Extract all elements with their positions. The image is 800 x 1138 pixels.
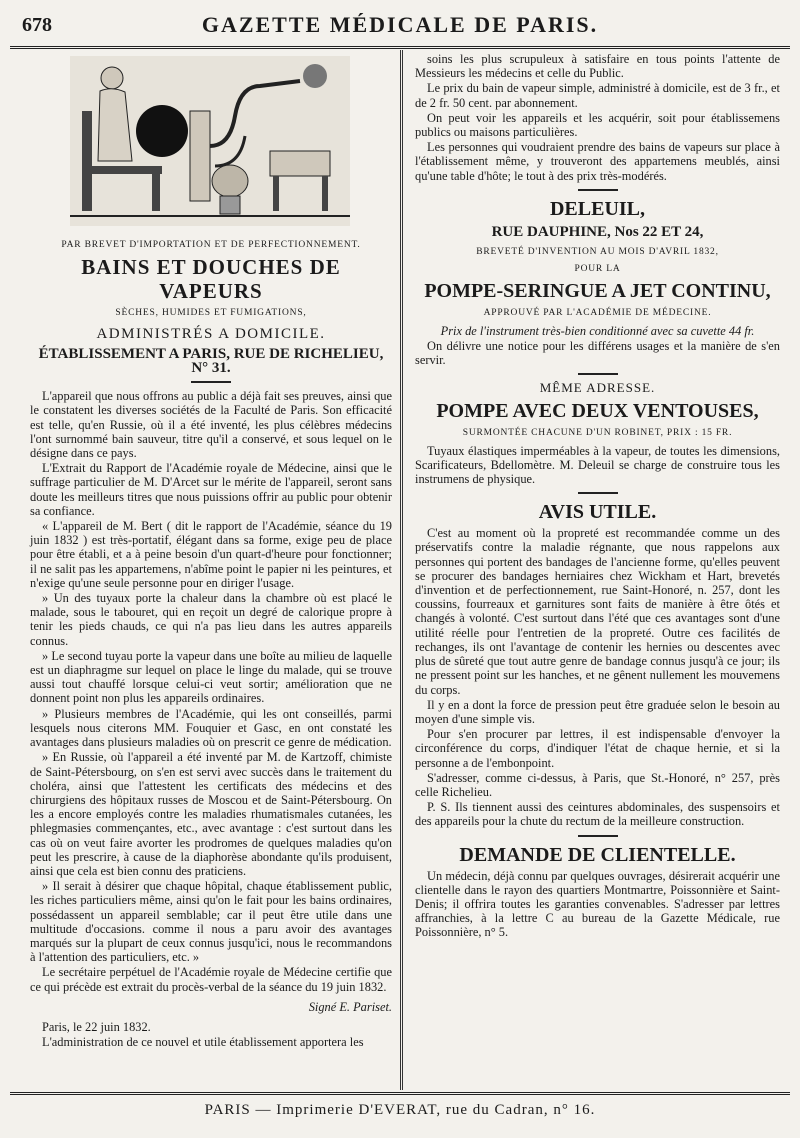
avis-utile-title: AVIS UTILE.: [538, 501, 657, 524]
header-rule: [10, 46, 790, 49]
notice-paragraph: On délivre une notice pour les différens usages et la manière de s'en servir.: [415, 338, 780, 368]
paragraph: Pour s'en procurer par lettres, il est indispensable d'envoyer la circonférence du corps, d'indiquer l'état de chaque hernie, et si la personne a de l'embonpoint.: [415, 727, 780, 770]
printer-footer: PARIS — Imprimerie D'EVERAT, rue du Cadran, n° 16.: [204, 1102, 596, 1118]
paragraph: L'appareil que nous offrons au public a déjà fait ses preuves, ainsi que le constatent les diverses sociétés de la Faculté de Paris. Son efficacité est telle, qu'en Russie, où il a été inventé, les plus célèbres médecins l'ont surnommé bain sauveur, titre qu'il a conservé, et sous lequel on le désigne dans ce pays.: [30, 389, 392, 461]
paragraph: P. S. Ils tiennent aussi des ceintures abdominales, des suspensoirs et des appareils pour la chute du rectum de la meilleure construction.: [415, 800, 780, 829]
paragraph: » Il serait à désirer que chaque hôpital, chaque établissement public, les riches particuliers même, ainsi qu'on le fait pour les bains ordinaires, possédassent un appareil semblable; car il peut être utile dans une multitude d'occasions. comme il nous a paru avoir des avantages marqués sur la plupart de ceux connus jusqu'ici, nous le recommandons à l'attention des particuliers, etc. »: [30, 879, 392, 965]
right-column: [415, 52, 780, 941]
bains-subtitle: SÈCHES, HUMIDES ET FUMIGATIONS,: [115, 308, 307, 319]
section-rule: [578, 189, 618, 191]
administres-heading: ADMINISTRÉS A DOMICILE.: [96, 325, 326, 342]
approuve-line: APPROUVÉ PAR L'ACADÉMIE DE MÉDECINE.: [483, 308, 712, 319]
page-number: 678: [22, 14, 52, 36]
paragraph: On peut voir les appareils et les acquérir, soit pour établissemens publics ou maisons particulières.: [415, 110, 780, 140]
section-rule: [191, 381, 231, 383]
paragraph: soins les plus scrupuleux à satisfaire en tous points l'attente de Messieurs les médecins et celle du Public.: [415, 52, 780, 81]
pour-la-line: POUR LA: [574, 264, 621, 275]
newspaper-title: GAZETTE MÉDICALE DE PARIS.: [201, 12, 599, 37]
meme-adresse: MÊME ADRESSE.: [539, 380, 656, 396]
paragraph: » En Russie, où l'appareil a été inventé par M. de Kartzoff, chimiste de Saint-Pétersbourg, on s'en est servi avec succès dans le traitement du choléra, ainsi que l'attestent les certificats des médecins et des chirurgiens des hôpitaux russes de Moscou et de Saint-Pétersbourg. On les a encore employés contre les maladies rhumatismales cutanées, les phlegmasies commençantes, etc., avec avantage : c'est surtout dans les cas où on veut faire avorter les prodromes de quelques maladies qu'on peut les prescrire, à cause de la diaphorèse abondante qu'ils produisent, ainsi que cela est bien connu des praticiens.: [30, 750, 392, 878]
paragraph: Le secrétaire perpétuel de l'Académie royale de Médecine certifie que ce qui précède est extrait du procès-verbal de la séance du 19 juin 1832.: [30, 965, 392, 994]
paragraph: C'est au moment où la propreté est recommandée comme un des préservatifs contre la maladie régnante, que nous rappelons aux personnes qui portent des bandages de l'ancienne forme, qu'elles peuvent se procurer des bandages herniaires chez Wickham et Hart, brevetés d'invention et de perfectionnement, rue Saint-Honoré, n. 257, dont les coussins, fourreaux et garnitures sont faits de manière à être ôtés et changés à volonté. C'est surtout dans l'été que ces avantages sont d'une utilité réelle pour l'entretien de la propreté. Outre ces facilités de rechanges, ils ont l'avantage de contenir les hernies ou descentes avec plus de sûreté que tout autre genre de bandage connus jusqu'à ce jour; ils ne pressent point sur les hanches, et ne gênent nullement les mouvemens du corps.: [415, 526, 780, 697]
demande-title: DEMANDE DE CLIENTELLE.: [459, 843, 736, 866]
closing-line: L'administration de ce nouvel et utile établissement apportera les: [42, 1035, 364, 1050]
bains-headline: BAINS ET DOUCHES DE VAPEURS: [81, 255, 341, 304]
deleuil-address: RUE DAUPHINE, Nos 22 ET 24,: [491, 223, 704, 240]
patent-caption: PAR BREVET D'IMPORTATION ET DE PERFECTIONNEMENT.: [61, 240, 361, 251]
paragraph: » Le second tuyau porte la vapeur dans une boîte au milieu de laquelle est un diaphragme sur lequel on place le linge du malade, qui se trouve aussi tout chauffé lorsque celui-ci veut sortir; amélioration que ne donnent point non plus les appareils ordinaires.: [30, 648, 392, 706]
price-line: Prix de l'instrument très-bien conditionné avec sa cuvette 44 fr.: [440, 323, 755, 338]
paragraph: L'Extrait du Rapport de l'Académie royale de Médecine, ainsi que le suffrage particulier de M. D'Arcet sur le mérite de l'appareil, seront sans doute les meilleurs titres que nous puissions offrir au public pour obtenir sa confiance.: [30, 461, 392, 518]
section-rule: [578, 492, 618, 494]
section-rule: [578, 835, 618, 837]
column-separator: [400, 50, 403, 1090]
pompe-ventouses-subtitle: SURMONTÉE CHACUNE D'UN ROBINET, PRIX : 15 FR.: [462, 428, 733, 439]
paragraph: Le prix du bain de vapeur simple, administré à domicile, est de 3 fr., et de 2 fr. 50 cent. par abonnement.: [415, 81, 780, 110]
pompe-seringue-title: POMPE-SERINGUE A JET CONTINU,: [424, 280, 771, 303]
section-rule: [578, 373, 618, 375]
page-header: [0, 0, 800, 46]
etablissement-heading: ÉTABLISSEMENT A PARIS, RUE DE RICHELIEU, N° 31.: [38, 345, 384, 377]
signature: Signé E. Pariset.: [308, 999, 392, 1014]
paragraph: » Plusieurs membres de l'Académie, qui les ont conseillés, parmi lesquels nous citerons MM. Fouquier et Gasc, en ont constaté les avantages dans plusieurs maladies où on prescrit ce genre de médication.: [30, 706, 392, 750]
paragraph: S'adresser, comme ci-dessus, à Paris, que St.-Honoré, n° 257, près celle Richelieu.: [415, 770, 780, 799]
paragraph: Les personnes qui voudraient prendre des bains de vapeurs sur place à l'établissement même, y trouveront des appartemens meublés, ainsi qu'une table d'hôte; le tout à des prix très-modérés.: [415, 140, 780, 183]
pompe-ventouses-title: POMPE AVEC DEUX VENTOUSES,: [436, 400, 759, 423]
paragraph: Il y en a dont la force de pression peut être graduée selon le besoin au moyen d'une simple vis.: [415, 697, 780, 726]
steam-bath-illustration: [70, 56, 350, 226]
left-column: [30, 52, 392, 1050]
deleuil-name: DELEUIL,: [549, 197, 646, 220]
paragraph: « L'appareil de M. Bert ( dit le rapport de l'Académie, séance du 19 juin 1832 ) est très-portatif, élégant dans sa forme, exige peu de place pour être établi, et a à peine besoin d'un quart-d'heure pour fonctionner; il ne salit pas les appartemens, n'abîme point le papier ni les peintures, et n'exige qu'une seule personne pour en diriger l'usage.: [30, 519, 392, 590]
paragraph: » Un des tuyaux porte la chaleur dans la chambre où est placé le malade, sous le tabouret, qui en reçoit un degré de calorique propre à tenir les pieds chauds, ce qui n'a pas lieu dans les autres appareils connus.: [30, 591, 392, 648]
demande-paragraph: Un médecin, déjà connu par quelques ouvrages, désirerait acquérir une clientelle dans le rayon des quartiers Montmartre, Poissonnière et Saint-Denis; il offrira toutes les garanties convenables. S'adresser par lettres affranchies, à la lettre C au bureau de la Gazette Médicale, rue Poissonnière, n° 5.: [415, 868, 780, 940]
footer-rule: [10, 1092, 790, 1095]
tuyaux-paragraph: Tuyaux élastiques imperméables à la vapeur, de toutes les dimensions, Scarificateurs, Bdellomètre. M. Deleuil se charge de construire tous les instrumens de physique.: [415, 443, 780, 487]
brevete-line: BREVETÉ D'INVENTION AU MOIS D'AVRIL 1832,: [476, 247, 719, 258]
dateline: Paris, le 22 juin 1832.: [42, 1019, 151, 1034]
